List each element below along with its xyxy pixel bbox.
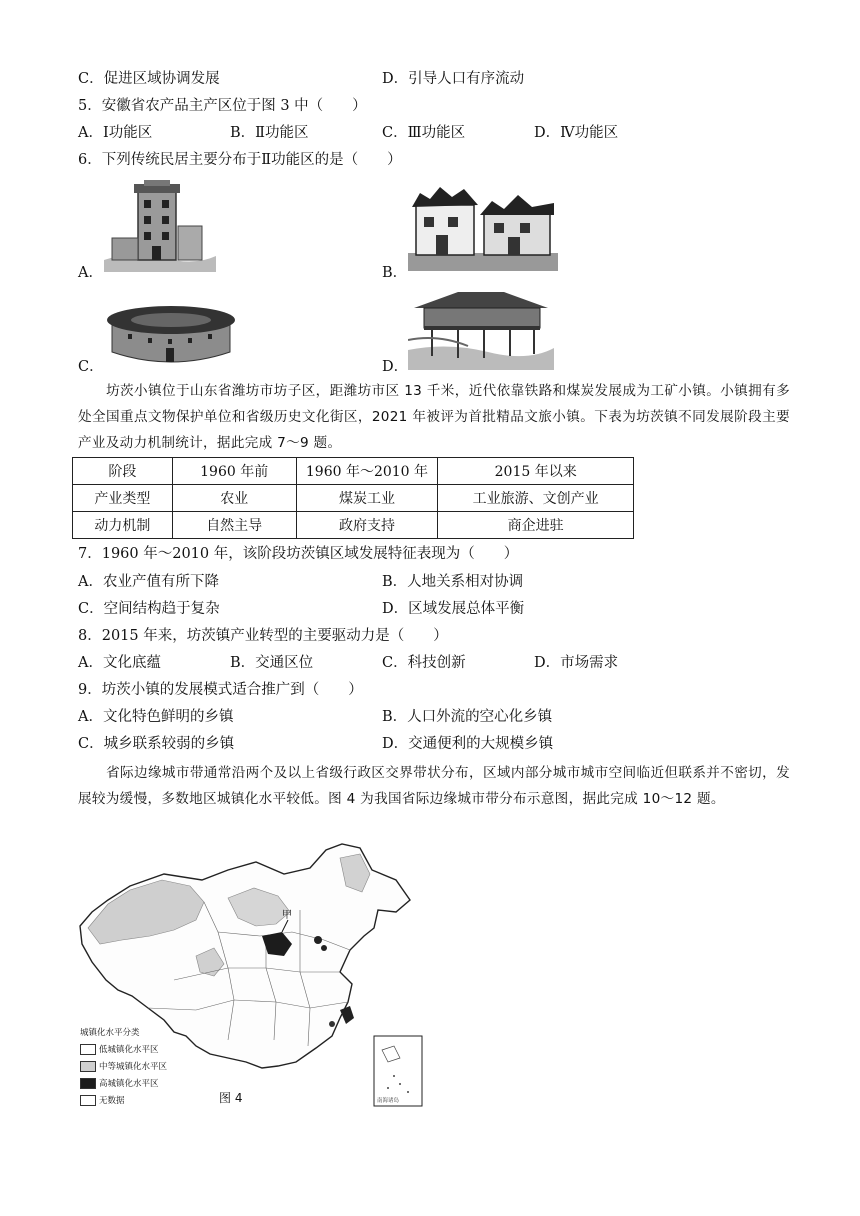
map-inset-label: 南海诸岛 — [377, 1098, 400, 1104]
q7-stem: 7．1960 年～2010 年，该阶段坊茨镇区域发展特征表现为（ ） — [78, 546, 519, 562]
q5-option-d[interactable]: D．Ⅳ功能区 — [534, 125, 619, 141]
q7-option-a[interactable]: A．农业产值有所下降 — [78, 574, 219, 590]
hui-style-houses-image — [408, 183, 558, 271]
legend-item — [80, 1093, 167, 1110]
stilted-house-image — [408, 290, 554, 370]
q8-option-d[interactable]: D．市场需求 — [534, 655, 619, 671]
q8-option-b[interactable]: B．交通区位 — [230, 655, 314, 671]
q8-option-c[interactable]: C．科技创新 — [382, 655, 466, 671]
q4-option-c[interactable]: C．促进区域协调发展 — [78, 71, 220, 87]
table-row — [73, 512, 634, 539]
q6-option-b[interactable]: B． — [382, 265, 408, 281]
map-label-jia: 甲 — [282, 910, 292, 921]
q6-option-c[interactable]: C． — [78, 359, 104, 375]
table-cell: 产业类型 — [73, 485, 173, 512]
table-cell: 政府支持 — [296, 512, 438, 539]
q7-option-b[interactable]: B．人地关系相对协调 — [382, 574, 524, 590]
q5-option-c[interactable]: C．Ⅲ功能区 — [382, 125, 466, 141]
passage-fangci-text: 坊茨小镇位于山东省潍坊市坊子区，距潍坊市区 13 千米，近代依靠铁路和煤炭发展成为工矿小镇。小镇拥有多处全国重点文物保护单位和省级历史文化街区，2021 年被评为首批精品文旅小镇。下表为坊茨镇不同发展阶段主要产业及动力机制统计，据此完成 7～9 题。 — [78, 383, 790, 451]
q5-stem: 5．安徽省农产品主产区位于图 3 中（ ） — [78, 98, 367, 114]
q5-option-a[interactable]: A．Ⅰ功能区 — [78, 125, 153, 141]
q8-stem: 8．2015 年来，坊茨镇产业转型的主要驱动力是（ ） — [78, 628, 448, 644]
table-cell: 1960 年～2010 年 — [296, 458, 438, 485]
fangci-development-table — [72, 457, 634, 539]
passage-border-city-belts — [78, 760, 790, 812]
table-cell: 自然主导 — [172, 512, 296, 539]
q7-options-row-1 — [78, 571, 800, 593]
legend-swatch-low — [80, 1044, 96, 1055]
q7-options-row-2 — [78, 598, 800, 620]
legend-item — [80, 1076, 167, 1093]
legend-label-low: 低城镇化水平区 — [99, 1045, 159, 1055]
q5-options-row — [78, 122, 800, 144]
q7-option-c[interactable]: C．空间结构趋于复杂 — [78, 601, 220, 617]
q9-option-a[interactable]: A．文化特色鲜明的乡镇 — [78, 709, 234, 725]
legend-swatch-medium — [80, 1061, 96, 1072]
legend-label-none: 无数据 — [99, 1096, 125, 1106]
q9-stem: 9．坊茨小镇的发展模式适合推广到（ ） — [78, 682, 363, 698]
legend-title: 城镇化水平分类 — [80, 1028, 140, 1038]
q6-stem: 6．下列传统民居主要分布于Ⅱ功能区的是（ ） — [78, 152, 402, 168]
q4-options-row — [78, 68, 800, 90]
figure-caption: 图 4 — [219, 1091, 243, 1105]
table-cell: 动力机制 — [73, 512, 173, 539]
legend-item — [80, 1042, 167, 1059]
q9-option-c[interactable]: C．城乡联系较弱的乡镇 — [78, 736, 235, 752]
diaolou-tower-image — [104, 180, 216, 272]
legend-label-medium: 中等城镇化水平区 — [99, 1062, 168, 1072]
legend-label-high: 高城镇化水平区 — [99, 1079, 159, 1089]
q8-option-a[interactable]: A．文化底蕴 — [78, 655, 161, 671]
table-cell: 煤炭工业 — [296, 485, 438, 512]
q4-option-d[interactable]: D．引导人口有序流动 — [382, 71, 525, 87]
table-row — [73, 485, 634, 512]
q9-option-d[interactable]: D．交通便利的大规模乡镇 — [382, 736, 554, 752]
legend-swatch-high — [80, 1078, 96, 1089]
q9-options-row-2 — [78, 733, 800, 755]
q9-option-b[interactable]: B．人口外流的空心化乡镇 — [382, 709, 553, 725]
legend-swatch-none — [80, 1095, 96, 1106]
map-legend — [80, 1025, 167, 1110]
tulou-round-house-image — [104, 300, 238, 368]
table-cell: 阶段 — [73, 458, 173, 485]
q6-option-d[interactable]: D． — [382, 359, 409, 375]
table-cell: 农业 — [172, 485, 296, 512]
table-cell: 商企进驻 — [438, 512, 634, 539]
passage-border-text: 省际边缘城市带通常沿两个及以上省级行政区交界带状分布，区域内部分城市城市空间临近但联系并不密切，发展较为缓慢，多数地区城镇化水平较低。图 4 为我国省际边缘城市带分布示意图，据此完成 10～12 题。 — [78, 765, 790, 807]
passage-fangci-town — [78, 378, 790, 456]
legend-item — [80, 1059, 167, 1076]
q6-option-a[interactable]: A． — [78, 265, 103, 281]
q5-option-b[interactable]: B．Ⅱ功能区 — [230, 125, 309, 141]
q7-option-d[interactable]: D．区域发展总体平衡 — [382, 601, 525, 617]
q8-options-row — [78, 652, 800, 674]
q9-options-row-1 — [78, 706, 800, 728]
table-cell: 1960 年前 — [172, 458, 296, 485]
table-row — [73, 458, 634, 485]
table-cell: 工业旅游、文创产业 — [438, 485, 634, 512]
table-cell: 2015 年以来 — [438, 458, 634, 485]
